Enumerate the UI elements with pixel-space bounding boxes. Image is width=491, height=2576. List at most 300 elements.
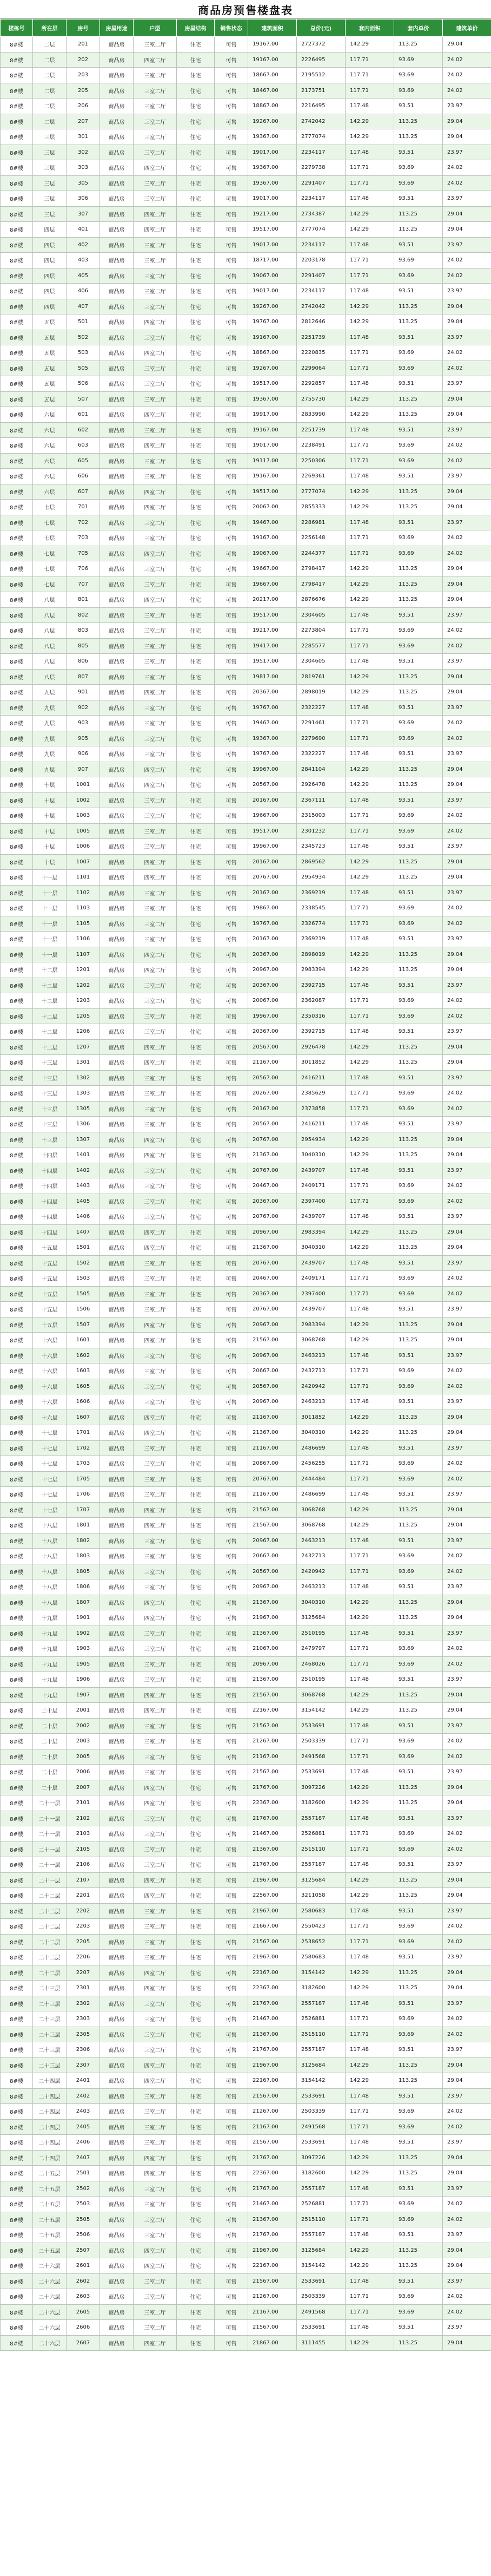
table-cell[interactable]: 住宅 (177, 2104, 215, 2120)
table-cell[interactable]: 8#楼 (1, 1718, 33, 1734)
table-cell[interactable]: 八层 (33, 607, 67, 623)
table-cell[interactable]: 1803 (67, 1549, 100, 1564)
table-cell[interactable]: 2533691 (297, 2273, 346, 2289)
table-cell[interactable]: 住宅 (177, 360, 215, 376)
table-cell[interactable]: 住宅 (177, 654, 215, 670)
table-cell[interactable]: 113.25 (394, 576, 443, 592)
table-cell[interactable]: 206 (67, 99, 100, 114)
table-cell[interactable]: 五层 (33, 330, 67, 345)
table-cell[interactable]: 商品房 (100, 83, 134, 99)
table-cell[interactable]: 117.71 (346, 1008, 394, 1024)
table-cell[interactable]: 603 (67, 438, 100, 454)
table-cell[interactable]: 2510195 (297, 1672, 346, 1688)
table-cell[interactable]: 21167.00 (248, 1055, 297, 1071)
table-cell[interactable]: 142.29 (346, 1425, 394, 1441)
table-cell[interactable]: 23.97 (443, 2088, 491, 2104)
table-cell[interactable]: 93.51 (394, 1718, 443, 1734)
table-cell[interactable]: 商品房 (100, 901, 134, 916)
table-cell[interactable]: 21367.00 (248, 1841, 297, 1857)
table-cell[interactable]: 701 (67, 500, 100, 515)
table-cell[interactable]: 117.71 (346, 2011, 394, 2027)
table-cell[interactable]: 21967.00 (248, 2243, 297, 2258)
table-cell[interactable]: 29.04 (443, 870, 491, 886)
table-cell[interactable]: 2291461 (297, 716, 346, 731)
table-cell[interactable]: 十五层 (33, 1302, 67, 1318)
table-cell[interactable]: 1607 (67, 1410, 100, 1425)
table-cell[interactable]: 8#楼 (1, 530, 33, 546)
table-cell[interactable]: 可售 (215, 2181, 248, 2197)
table-cell[interactable]: 十二层 (33, 978, 67, 993)
table-cell[interactable]: 8#楼 (1, 2212, 33, 2227)
table-cell[interactable]: 117.71 (346, 1641, 394, 1657)
table-cell[interactable]: 可售 (215, 237, 248, 253)
table-cell[interactable]: 117.48 (346, 2227, 394, 2243)
table-cell[interactable]: 住宅 (177, 191, 215, 207)
table-cell[interactable]: 93.69 (394, 253, 443, 268)
table-cell[interactable]: 21467.00 (248, 2011, 297, 2027)
table-cell[interactable]: 1603 (67, 1364, 100, 1379)
table-cell[interactable]: 住宅 (177, 422, 215, 438)
table-cell[interactable]: 住宅 (177, 2181, 215, 2197)
table-cell[interactable]: 可售 (215, 1410, 248, 1425)
table-cell[interactable]: 142.29 (346, 1965, 394, 1981)
table-cell[interactable]: 住宅 (177, 1008, 215, 1024)
table-cell[interactable]: 商品房 (100, 299, 134, 314)
table-cell[interactable]: 8#楼 (1, 515, 33, 530)
table-cell[interactable]: 113.25 (394, 685, 443, 700)
table-cell[interactable]: 住宅 (177, 2073, 215, 2089)
table-cell[interactable]: 24.02 (443, 83, 491, 99)
table-cell[interactable]: 8#楼 (1, 2197, 33, 2212)
table-cell[interactable]: 十二层 (33, 962, 67, 978)
table-cell[interactable]: 117.48 (346, 1811, 394, 1826)
table-cell[interactable]: 93.69 (394, 916, 443, 932)
table-cell[interactable]: 8#楼 (1, 284, 33, 299)
table-cell[interactable]: 93.51 (394, 1440, 443, 1456)
table-cell[interactable]: 2580683 (297, 1950, 346, 1965)
table-cell[interactable]: 8#楼 (1, 1024, 33, 1040)
table-cell[interactable]: 三层 (33, 160, 67, 176)
table-cell[interactable]: 29.04 (443, 1703, 491, 1719)
table-cell[interactable]: 23.97 (443, 1625, 491, 1641)
table-cell[interactable]: 2983394 (297, 1317, 346, 1333)
table-cell[interactable]: 23.97 (443, 792, 491, 808)
table-cell[interactable]: 20467.00 (248, 1271, 297, 1287)
table-cell[interactable]: 117.48 (346, 2320, 394, 2336)
table-cell[interactable]: 住宅 (177, 1841, 215, 1857)
table-cell[interactable]: 住宅 (177, 1255, 215, 1271)
table-cell[interactable]: 可售 (215, 1826, 248, 1842)
table-cell[interactable]: 20067.00 (248, 500, 297, 515)
table-cell[interactable]: 2439707 (297, 1209, 346, 1225)
table-cell[interactable]: 93.69 (394, 1641, 443, 1657)
table-cell[interactable]: 可售 (215, 253, 248, 268)
table-cell[interactable]: 21767.00 (248, 2227, 297, 2243)
table-cell[interactable]: 117.71 (346, 253, 394, 268)
table-cell[interactable]: 29.04 (443, 1425, 491, 1441)
table-cell[interactable]: 商品房 (100, 129, 134, 145)
table-cell[interactable]: 1903 (67, 1641, 100, 1657)
table-cell[interactable]: 93.69 (394, 438, 443, 454)
table-cell[interactable]: 8#楼 (1, 870, 33, 886)
table-cell[interactable]: 21367.00 (248, 2212, 297, 2227)
table-cell[interactable]: 29.04 (443, 762, 491, 777)
table-cell[interactable]: 702 (67, 515, 100, 530)
table-cell[interactable]: 2002 (67, 1718, 100, 1734)
table-cell[interactable]: 21767.00 (248, 2150, 297, 2166)
table-cell[interactable]: 93.69 (394, 1364, 443, 1379)
table-cell[interactable]: 113.25 (394, 1055, 443, 1071)
table-cell[interactable]: 商品房 (100, 1148, 134, 1163)
table-cell[interactable]: 117.48 (346, 1302, 394, 1318)
table-cell[interactable]: 8#楼 (1, 1502, 33, 1518)
table-cell[interactable]: 住宅 (177, 669, 215, 685)
table-cell[interactable]: 93.51 (394, 1302, 443, 1318)
table-cell[interactable]: 商品房 (100, 1240, 134, 1256)
table-cell[interactable]: 29.04 (443, 1981, 491, 1996)
table-cell[interactable]: 四室二厅 (134, 2150, 177, 2166)
table-cell[interactable]: 93.51 (394, 2088, 443, 2104)
table-cell[interactable]: 2515110 (297, 2027, 346, 2042)
table-cell[interactable]: 三室二厅 (134, 2119, 177, 2135)
table-cell[interactable]: 29.04 (443, 854, 491, 870)
table-cell[interactable]: 606 (67, 469, 100, 484)
table-cell[interactable]: 十九层 (33, 1641, 67, 1657)
table-cell[interactable]: 2898019 (297, 685, 346, 700)
table-cell[interactable]: 1802 (67, 1533, 100, 1549)
table-cell[interactable]: 住宅 (177, 1117, 215, 1132)
table-cell[interactable]: 20167.00 (248, 792, 297, 808)
table-cell[interactable]: 8#楼 (1, 1826, 33, 1842)
table-cell[interactable]: 二十四层 (33, 2088, 67, 2104)
table-cell[interactable]: 二十四层 (33, 2150, 67, 2166)
table-cell[interactable]: 三室二厅 (134, 1950, 177, 1965)
table-cell[interactable]: 住宅 (177, 145, 215, 160)
table-cell[interactable]: 十四层 (33, 1148, 67, 1163)
table-cell[interactable]: 2515110 (297, 2212, 346, 2227)
table-cell[interactable]: 24.02 (443, 993, 491, 1009)
table-cell[interactable]: 三室二厅 (134, 469, 177, 484)
table-cell[interactable]: 2304605 (297, 607, 346, 623)
table-cell[interactable]: 142.29 (346, 1595, 394, 1610)
table-cell[interactable]: 2306 (67, 2042, 100, 2058)
table-cell[interactable]: 1605 (67, 1379, 100, 1394)
table-cell[interactable]: 142.29 (346, 129, 394, 145)
table-cell[interactable]: 93.69 (394, 2011, 443, 2027)
table-cell[interactable]: 商品房 (100, 2104, 134, 2120)
table-cell[interactable]: 3125684 (297, 1872, 346, 1888)
table-cell[interactable]: 93.69 (394, 716, 443, 731)
table-cell[interactable]: 23.97 (443, 237, 491, 253)
table-cell[interactable]: 21367.00 (248, 1148, 297, 1163)
table-cell[interactable]: 2515110 (297, 1841, 346, 1857)
table-cell[interactable]: 113.25 (394, 962, 443, 978)
table-cell[interactable]: 605 (67, 453, 100, 469)
table-cell[interactable]: 8#楼 (1, 52, 33, 68)
table-cell[interactable]: 商品房 (100, 1348, 134, 1364)
table-cell[interactable]: 2533691 (297, 2088, 346, 2104)
table-cell[interactable]: 20767.00 (248, 1471, 297, 1487)
table-cell[interactable]: 19017.00 (248, 145, 297, 160)
table-cell[interactable]: 20367.00 (248, 1194, 297, 1209)
table-cell[interactable]: 三室二厅 (134, 1348, 177, 1364)
table-cell[interactable]: 20867.00 (248, 1456, 297, 1472)
table-cell[interactable]: 可售 (215, 746, 248, 762)
table-cell[interactable]: 117.71 (346, 901, 394, 916)
table-cell[interactable]: 2273804 (297, 623, 346, 639)
table-cell[interactable]: 8#楼 (1, 1471, 33, 1487)
table-cell[interactable]: 117.48 (346, 99, 394, 114)
table-cell[interactable]: 19817.00 (248, 669, 297, 685)
table-cell[interactable]: 可售 (215, 1364, 248, 1379)
table-cell[interactable]: 三室二厅 (134, 716, 177, 731)
table-cell[interactable]: 三室二厅 (134, 1826, 177, 1842)
table-cell[interactable]: 142.29 (346, 1317, 394, 1333)
table-cell[interactable]: 142.29 (346, 1224, 394, 1240)
table-cell[interactable]: 三室二厅 (134, 1302, 177, 1318)
table-cell[interactable]: 8#楼 (1, 345, 33, 361)
table-cell[interactable]: 可售 (215, 916, 248, 932)
table-cell[interactable]: 三室二厅 (134, 530, 177, 546)
table-cell[interactable]: 二十四层 (33, 2073, 67, 2089)
table-cell[interactable]: 24.02 (443, 1826, 491, 1842)
table-cell[interactable]: 21967.00 (248, 1872, 297, 1888)
table-cell[interactable]: 二十层 (33, 1734, 67, 1749)
table-cell[interactable]: 十四层 (33, 1209, 67, 1225)
table-cell[interactable]: 8#楼 (1, 2320, 33, 2336)
table-cell[interactable]: 117.71 (346, 1364, 394, 1379)
table-cell[interactable]: 23.97 (443, 1024, 491, 1040)
table-cell[interactable]: 21967.00 (248, 1903, 297, 1919)
table-cell[interactable]: 113.25 (394, 1981, 443, 1996)
table-cell[interactable]: 8#楼 (1, 1194, 33, 1209)
table-cell[interactable]: 可售 (215, 1271, 248, 1287)
table-cell[interactable]: 二十一层 (33, 1811, 67, 1826)
table-cell[interactable]: 23.97 (443, 376, 491, 392)
table-cell[interactable]: 商品房 (100, 253, 134, 268)
table-cell[interactable]: 117.48 (346, 1672, 394, 1688)
table-cell[interactable]: 2557187 (297, 2181, 346, 2197)
table-cell[interactable]: 2407 (67, 2150, 100, 2166)
table-cell[interactable]: 8#楼 (1, 962, 33, 978)
table-cell[interactable]: 商品房 (100, 1055, 134, 1071)
table-cell[interactable]: 十三层 (33, 1101, 67, 1117)
table-cell[interactable]: 19517.00 (248, 484, 297, 500)
table-cell[interactable]: 1303 (67, 1086, 100, 1102)
table-cell[interactable]: 2285577 (297, 638, 346, 654)
table-cell[interactable]: 2201 (67, 1888, 100, 1904)
table-cell[interactable]: 2234117 (297, 145, 346, 160)
table-cell[interactable]: 117.48 (346, 1487, 394, 1503)
table-cell[interactable]: 1102 (67, 885, 100, 901)
table-cell[interactable]: 2777074 (297, 222, 346, 238)
table-cell[interactable]: 2755730 (297, 391, 346, 407)
table-cell[interactable]: 2369219 (297, 932, 346, 947)
table-cell[interactable]: 三室二厅 (134, 1919, 177, 1935)
table-cell[interactable]: 可售 (215, 870, 248, 886)
table-cell[interactable]: 可售 (215, 792, 248, 808)
table-cell[interactable]: 93.51 (394, 284, 443, 299)
table-cell[interactable]: 商品房 (100, 1734, 134, 1749)
table-cell[interactable]: 21567.00 (248, 2320, 297, 2336)
table-cell[interactable]: 商品房 (100, 993, 134, 1009)
table-cell[interactable]: 93.51 (394, 330, 443, 345)
table-cell[interactable]: 2102 (67, 1811, 100, 1826)
table-cell[interactable]: 8#楼 (1, 1656, 33, 1672)
table-cell[interactable]: 21267.00 (248, 2104, 297, 2120)
table-cell[interactable]: 可售 (215, 2304, 248, 2320)
table-cell[interactable]: 二十五层 (33, 2197, 67, 2212)
table-cell[interactable]: 三室二厅 (134, 268, 177, 284)
table-cell[interactable]: 8#楼 (1, 206, 33, 222)
table-cell[interactable]: 十四层 (33, 1178, 67, 1194)
table-cell[interactable]: 商品房 (100, 1117, 134, 1132)
table-cell[interactable]: 3040310 (297, 1595, 346, 1610)
table-cell[interactable]: 8#楼 (1, 1224, 33, 1240)
table-cell[interactable]: 117.48 (346, 1024, 394, 1040)
table-cell[interactable]: 二十四层 (33, 2135, 67, 2151)
table-cell[interactable]: 20067.00 (248, 993, 297, 1009)
table-cell[interactable]: 可售 (215, 1286, 248, 1302)
table-cell[interactable]: 8#楼 (1, 160, 33, 176)
table-cell[interactable]: 113.25 (394, 1888, 443, 1904)
table-cell[interactable]: 117.48 (346, 746, 394, 762)
table-cell[interactable]: 29.04 (443, 299, 491, 314)
table-cell[interactable]: 二十五层 (33, 2227, 67, 2243)
table-cell[interactable]: 1401 (67, 1148, 100, 1163)
table-cell[interactable]: 2898019 (297, 947, 346, 962)
table-cell[interactable]: 117.71 (346, 2027, 394, 2042)
table-cell[interactable]: 1202 (67, 978, 100, 993)
table-cell[interactable]: 93.69 (394, 1919, 443, 1935)
table-cell[interactable]: 住宅 (177, 299, 215, 314)
table-cell[interactable]: 802 (67, 607, 100, 623)
table-cell[interactable]: 商品房 (100, 360, 134, 376)
table-cell[interactable]: 三室二厅 (134, 731, 177, 746)
table-cell[interactable]: 2605 (67, 2304, 100, 2320)
table-cell[interactable]: 113.25 (394, 2335, 443, 2351)
table-cell[interactable]: 2491568 (297, 1749, 346, 1765)
table-cell[interactable]: 商品房 (100, 2243, 134, 2258)
table-cell[interactable]: 117.71 (346, 1656, 394, 1672)
table-cell[interactable]: 2234117 (297, 237, 346, 253)
table-cell[interactable]: 商品房 (100, 700, 134, 716)
table-cell[interactable]: 19067.00 (248, 268, 297, 284)
table-cell[interactable]: 二十五层 (33, 2243, 67, 2258)
table-cell[interactable]: 93.51 (394, 885, 443, 901)
table-cell[interactable]: 可售 (215, 592, 248, 608)
table-cell[interactable]: 十五层 (33, 1286, 67, 1302)
table-cell[interactable]: 93.69 (394, 1008, 443, 1024)
table-cell[interactable]: 20967.00 (248, 1317, 297, 1333)
table-cell[interactable]: 807 (67, 669, 100, 685)
table-cell[interactable]: 93.51 (394, 1765, 443, 1780)
table-cell[interactable]: 3182600 (297, 2166, 346, 2181)
table-cell[interactable]: 24.02 (443, 2119, 491, 2135)
table-cell[interactable]: 117.48 (346, 145, 394, 160)
table-cell[interactable]: 8#楼 (1, 885, 33, 901)
table-cell[interactable]: 住宅 (177, 1086, 215, 1102)
table-cell[interactable]: 21967.00 (248, 1950, 297, 1965)
table-cell[interactable]: 十二层 (33, 1024, 67, 1040)
table-cell[interactable]: 113.25 (394, 1872, 443, 1888)
table-cell[interactable]: 可售 (215, 1765, 248, 1780)
table-cell[interactable]: 住宅 (177, 1795, 215, 1811)
table-cell[interactable]: 可售 (215, 2335, 248, 2351)
table-cell[interactable]: 2392715 (297, 978, 346, 993)
table-cell[interactable]: 商品房 (100, 1549, 134, 1564)
table-cell[interactable]: 29.04 (443, 1317, 491, 1333)
table-cell[interactable]: 住宅 (177, 1240, 215, 1256)
table-cell[interactable]: 1806 (67, 1579, 100, 1595)
table-cell[interactable]: 可售 (215, 422, 248, 438)
table-cell[interactable]: 113.25 (394, 222, 443, 238)
table-cell[interactable]: 十七层 (33, 1456, 67, 1472)
table-cell[interactable]: 三室二厅 (134, 37, 177, 53)
table-cell[interactable]: 142.29 (346, 1703, 394, 1719)
table-cell[interactable]: 8#楼 (1, 1549, 33, 1564)
table-cell[interactable]: 三室二厅 (134, 1749, 177, 1765)
table-cell[interactable]: 四层 (33, 284, 67, 299)
table-cell[interactable]: 二十三层 (33, 1981, 67, 1996)
table-cell[interactable]: 2345723 (297, 839, 346, 855)
table-cell[interactable]: 三室二厅 (134, 330, 177, 345)
table-cell[interactable]: 93.51 (394, 1117, 443, 1132)
table-cell[interactable]: 住宅 (177, 1348, 215, 1364)
table-cell[interactable]: 2983394 (297, 962, 346, 978)
table-cell[interactable]: 3111455 (297, 2335, 346, 2351)
table-cell[interactable]: 8#楼 (1, 731, 33, 746)
table-cell[interactable]: 住宅 (177, 2243, 215, 2258)
table-cell[interactable]: 24.02 (443, 68, 491, 83)
table-cell[interactable]: 23.97 (443, 1163, 491, 1178)
table-cell[interactable]: 502 (67, 330, 100, 345)
table-cell[interactable]: 三室二厅 (134, 2197, 177, 2212)
table-cell[interactable]: 117.71 (346, 2119, 394, 2135)
table-cell[interactable]: 29.04 (443, 391, 491, 407)
table-cell[interactable]: 1701 (67, 1425, 100, 1441)
table-cell[interactable]: 8#楼 (1, 792, 33, 808)
table-cell[interactable]: 3068768 (297, 1333, 346, 1348)
table-cell[interactable]: 8#楼 (1, 1749, 33, 1765)
table-cell[interactable]: 24.02 (443, 638, 491, 654)
table-cell[interactable]: 2491568 (297, 2119, 346, 2135)
table-cell[interactable]: 五层 (33, 345, 67, 361)
table-cell[interactable]: 93.51 (394, 1996, 443, 2011)
table-cell[interactable]: 二十二层 (33, 1919, 67, 1935)
table-cell[interactable]: 2409171 (297, 1178, 346, 1194)
table-cell[interactable]: 住宅 (177, 237, 215, 253)
table-cell[interactable]: 20767.00 (248, 1163, 297, 1178)
table-cell[interactable]: 商品房 (100, 731, 134, 746)
table-cell[interactable]: 8#楼 (1, 685, 33, 700)
table-cell[interactable]: 2307 (67, 2057, 100, 2073)
table-cell[interactable]: 可售 (215, 1086, 248, 1102)
table-cell[interactable]: 93.69 (394, 52, 443, 68)
table-cell[interactable]: 三层 (33, 206, 67, 222)
table-cell[interactable]: 七层 (33, 546, 67, 561)
table-cell[interactable]: 三室二厅 (134, 2289, 177, 2305)
table-cell[interactable]: 29.04 (443, 1148, 491, 1163)
table-cell[interactable]: 住宅 (177, 978, 215, 993)
table-cell[interactable]: 19167.00 (248, 330, 297, 345)
table-cell[interactable]: 十三层 (33, 1055, 67, 1071)
table-cell[interactable]: 19767.00 (248, 314, 297, 330)
table-cell[interactable]: 21167.00 (248, 2304, 297, 2320)
table-cell[interactable]: 117.71 (346, 808, 394, 824)
table-cell[interactable]: 十层 (33, 792, 67, 808)
table-cell[interactable]: 19167.00 (248, 52, 297, 68)
